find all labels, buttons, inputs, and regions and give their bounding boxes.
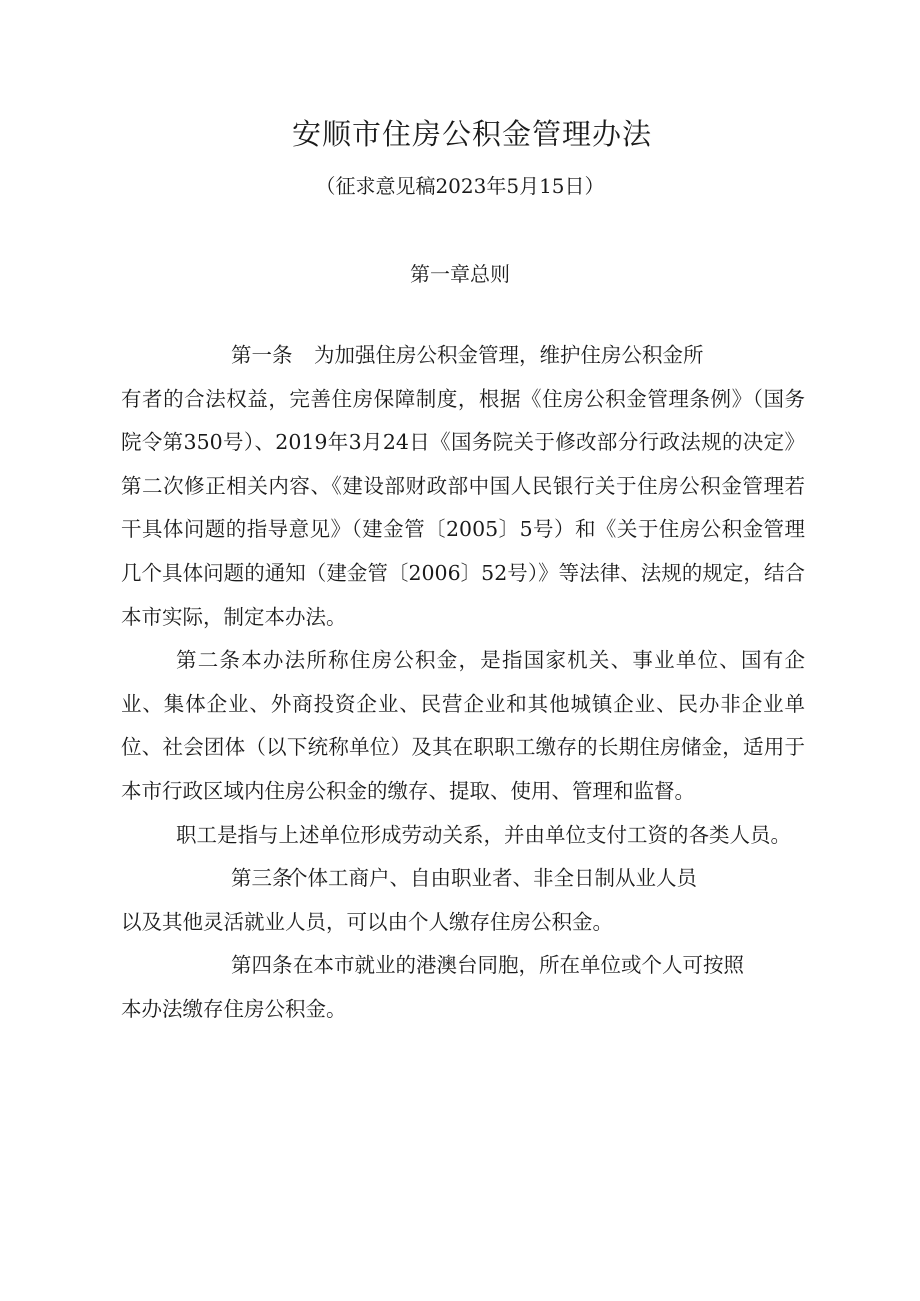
document-title: 安顺市住房公积金管理办法 <box>291 117 652 151</box>
article-head-text: 个体工商户、自由职业者、非全日制从业人员 <box>287 866 697 891</box>
article-head-text: 为加强住房公积金管理，维护住房公积金所 <box>314 343 704 367</box>
article-body-text: 本办法缴存住房公积金。 <box>121 996 347 1021</box>
document-body <box>121 334 805 1032</box>
article-body-text: 有者的合法权益，完善住房保障制度，根据《住房公积金管理条例》（国务院令第350号）、2019年3月24日《国务院关于修改部分行政法规的决定》第二次修正相关内容、《建设部财政部中国人民银行关于住房公积金管理若干具体问题的指导意见》（建金管〔2005〕5号）和《关于住房公积金管理几个具体问题的通知（建金管〔2006〕52号）》等法律、法规的规定，结合本市实际，制定本办法。 <box>121 386 805 629</box>
article-2-note: 职工是指与上述单位形成劳动关系，并由单位支付工资的各类人员。 <box>176 822 791 847</box>
article-2: 第二条本办法所称住房公积金，是指国家机关、事业单位、国有企业、集体企业、外商投资企业、民营企业和其他城镇企业、民办非企业单位、社会团体（以下统称单位）及其在职职工缴存的长期住房储金，适用于本市行政区域内住房公积金的缴存、提取、使用、管理和监督。 <box>121 648 805 803</box>
article-label: 第四条 <box>231 953 293 978</box>
article-label: 第一条 <box>231 343 293 367</box>
article-label: 第三条 <box>231 866 293 891</box>
article-1 <box>121 334 805 639</box>
article-body-text: 以及其他灵活就业人员，可以由个人缴存住房公积金。 <box>121 909 613 934</box>
article-head-text: 在本市就业的港澳台同胞，所在单位或个人可按照 <box>293 953 744 978</box>
document-subtitle: （征求意见稿2023年5月15日） <box>315 174 605 198</box>
chapter-heading: 第一章总则 <box>410 262 510 286</box>
article-3 <box>121 857 805 944</box>
article-4 <box>121 944 805 1031</box>
